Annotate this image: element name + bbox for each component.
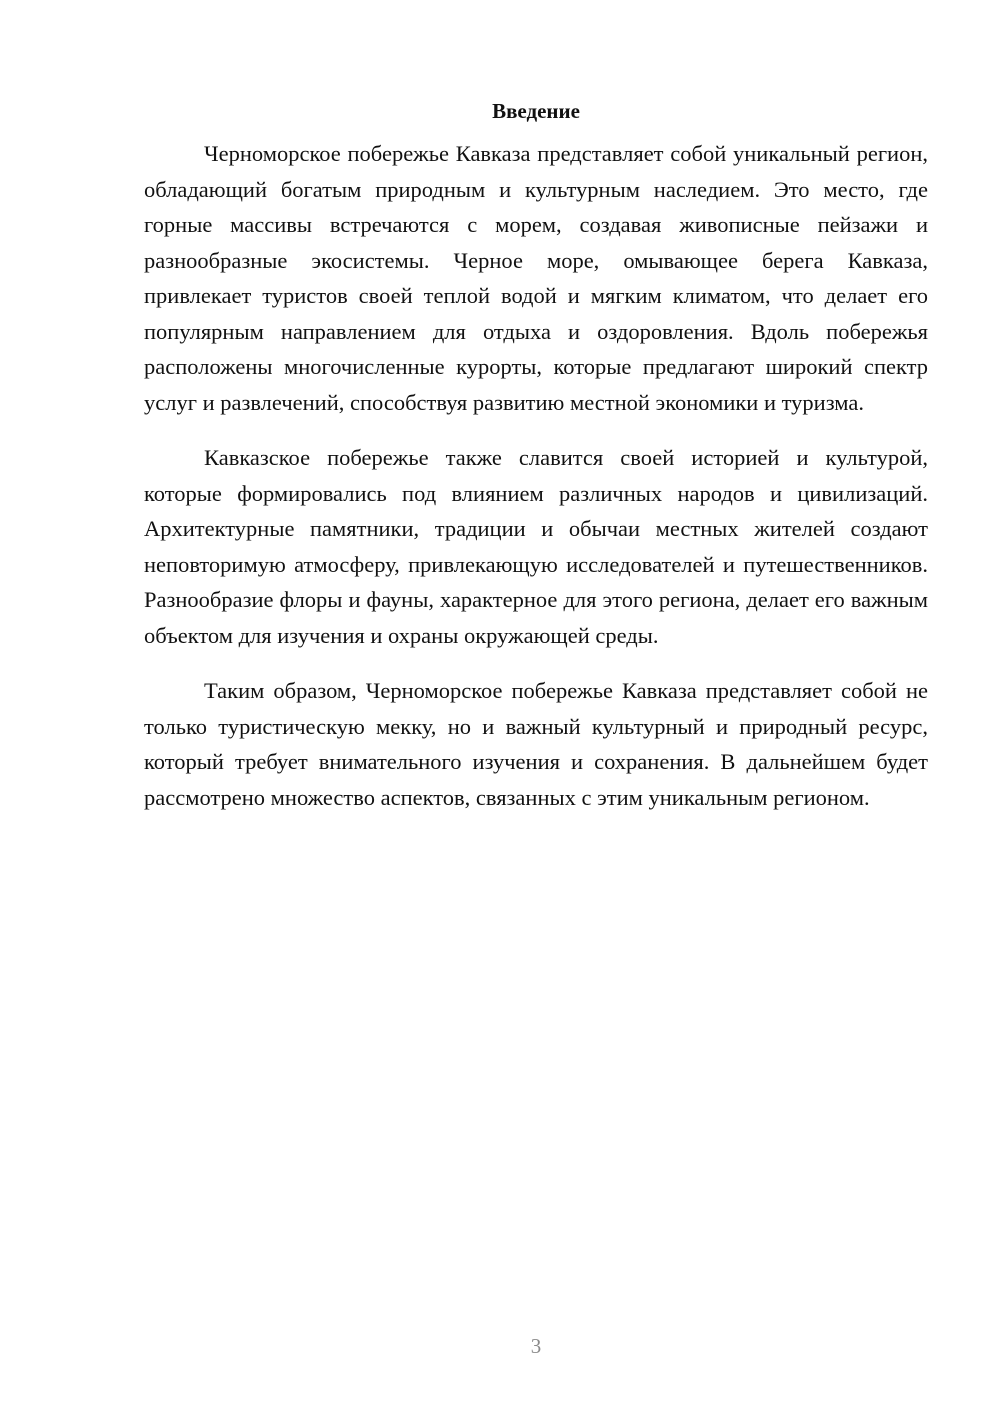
paragraph-3: Таким образом, Черноморское побережье Кавказа представляет собой не только туристическую мекку, но и важный культурный и природный ресурс, который требует внимательного изучения и сохранения. В дальнейшем будет рассмотрено множество аспектов, связанных с этим уникальным регионом. [144, 678, 928, 810]
paragraph-1: Черноморское побережье Кавказа представляет собой уникальный регион, обладающий богатым природным и культурным наследием. Это место, где горные массивы встречаются с морем, создавая живописные пейзажи и разнообразные экосистемы. Черное море, омывающее берега Кавказа, привлекает туристов своей теплой водой и мягким климатом, что делает его популярным направлением для отдыха и оздоровления. Вдоль побережья расположены многочисленные курорты, которые предлагают широкий спектр услуг и развлечений, способствуя развитию местной экономики и туризма. [144, 141, 928, 415]
section-title: Введение [492, 99, 580, 123]
paragraph-2: Кавказское побережье также славится своей историей и культурой, которые формировались под влиянием различных народов и цивилизаций. Архитектурные памятники, традиции и обычаи местных жителей создают неповторимую атмосферу, привлекающую исследователей и путешественников. Разнообразие флоры и фауны, характерное для этого региона, делает его важным объектом для изучения и охраны окружающей среды. [144, 445, 928, 648]
page-number: 3 [530, 1334, 542, 1358]
document-body [144, 98, 928, 815]
